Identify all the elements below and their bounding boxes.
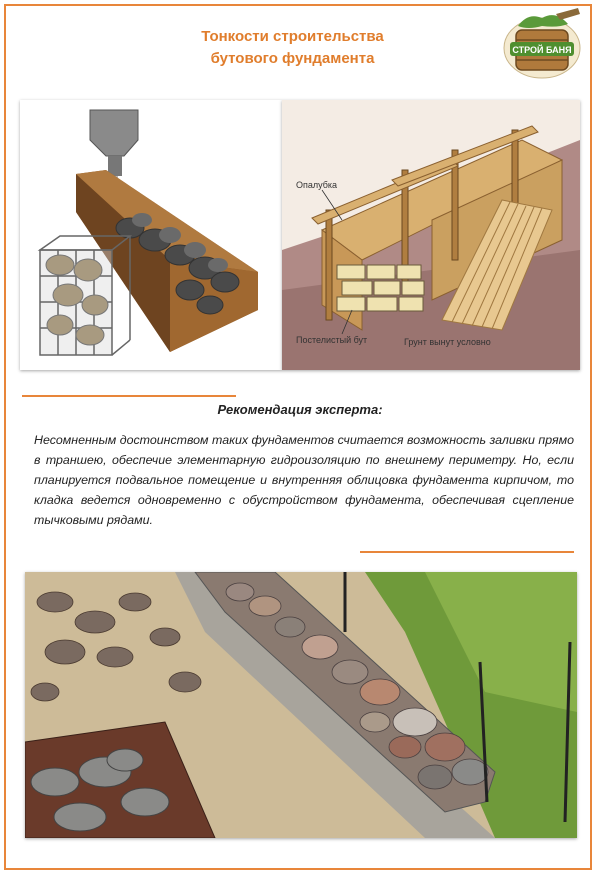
- label-formwork: Опалубка: [296, 180, 338, 190]
- illustration-formwork-rubble: [20, 100, 282, 370]
- divider-bottom: [360, 551, 574, 553]
- recommendation-text: Несомненным достоинством таких фундаментов считается возможность заливки прямо в траншею, обеспечие элементарную гидроизоляцию по внешнему периметру. Но, если планируется подвальное помещение и внутренняя облицовка фундамента кирпичом, то кладка ведется одновременно с обустройством фундамента, обеспечивая сцепление тычковыми рядами.: [34, 433, 574, 527]
- title-line-2: бутового фундамента: [210, 50, 375, 67]
- title-line-1: Тонкости строительства: [201, 28, 384, 45]
- logo-text: СТРОЙ БАНЯ: [512, 45, 572, 55]
- stroy-banya-logo: [498, 8, 586, 84]
- divider-top: [22, 395, 236, 397]
- label-rubble: Постелистый бут: [296, 335, 368, 345]
- illustration-formwork-drawing: [282, 100, 580, 370]
- recommendation-heading: Рекомендация эксперта:: [217, 402, 383, 417]
- label-soil-removed: Грунт вынут условно: [404, 337, 491, 347]
- photo-rubble-foundation: [25, 572, 577, 838]
